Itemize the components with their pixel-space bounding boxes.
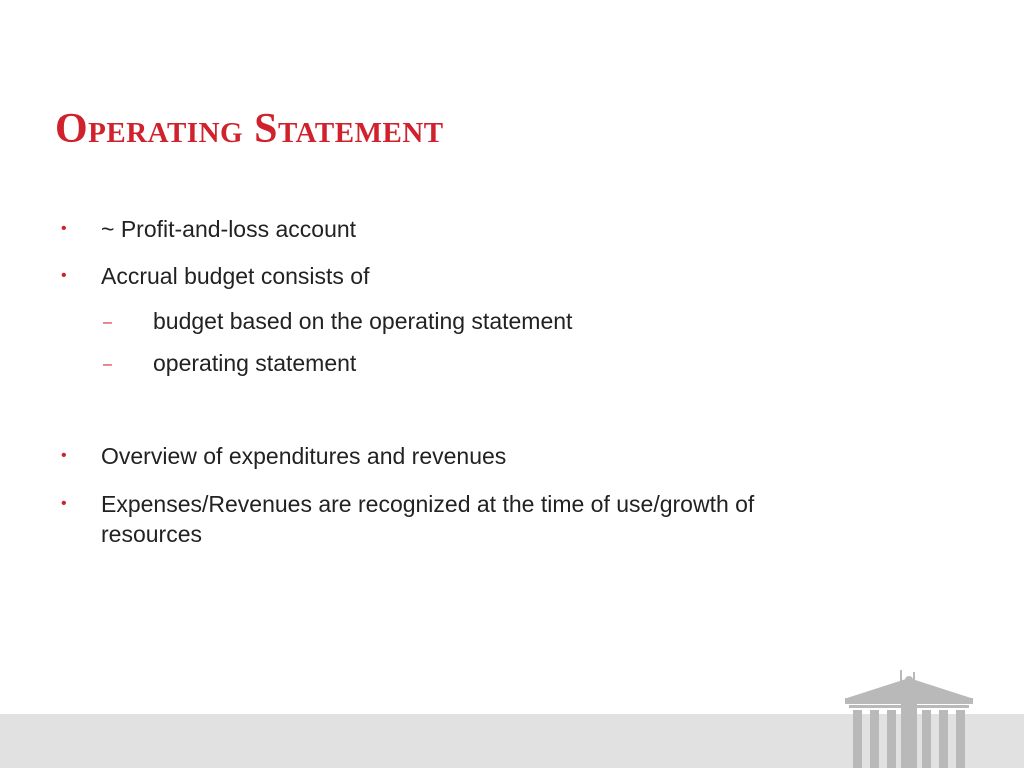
bullet-icon: • (61, 220, 67, 237)
sub-item-text: budget based on the operating statement (153, 308, 573, 334)
bullet-icon: • (61, 495, 67, 512)
bullet-text: ~ Profit-and-loss account (101, 216, 357, 242)
bullet-text: Expenses/Revenues are recognized at the time of use/growth of resources (101, 491, 755, 547)
bullet-icon: • (61, 447, 67, 464)
bullet-text: Overview of expenditures and revenues (101, 443, 507, 469)
sub-item-text: operating statement (153, 350, 357, 376)
bullet-icon: • (61, 267, 67, 284)
bullet-text: Accrual budget consists of (101, 263, 370, 289)
slide-title: Operating Statement (55, 106, 444, 152)
dash-icon: – (103, 314, 112, 331)
temple-logo-icon (843, 668, 975, 768)
dash-icon: – (103, 356, 112, 373)
